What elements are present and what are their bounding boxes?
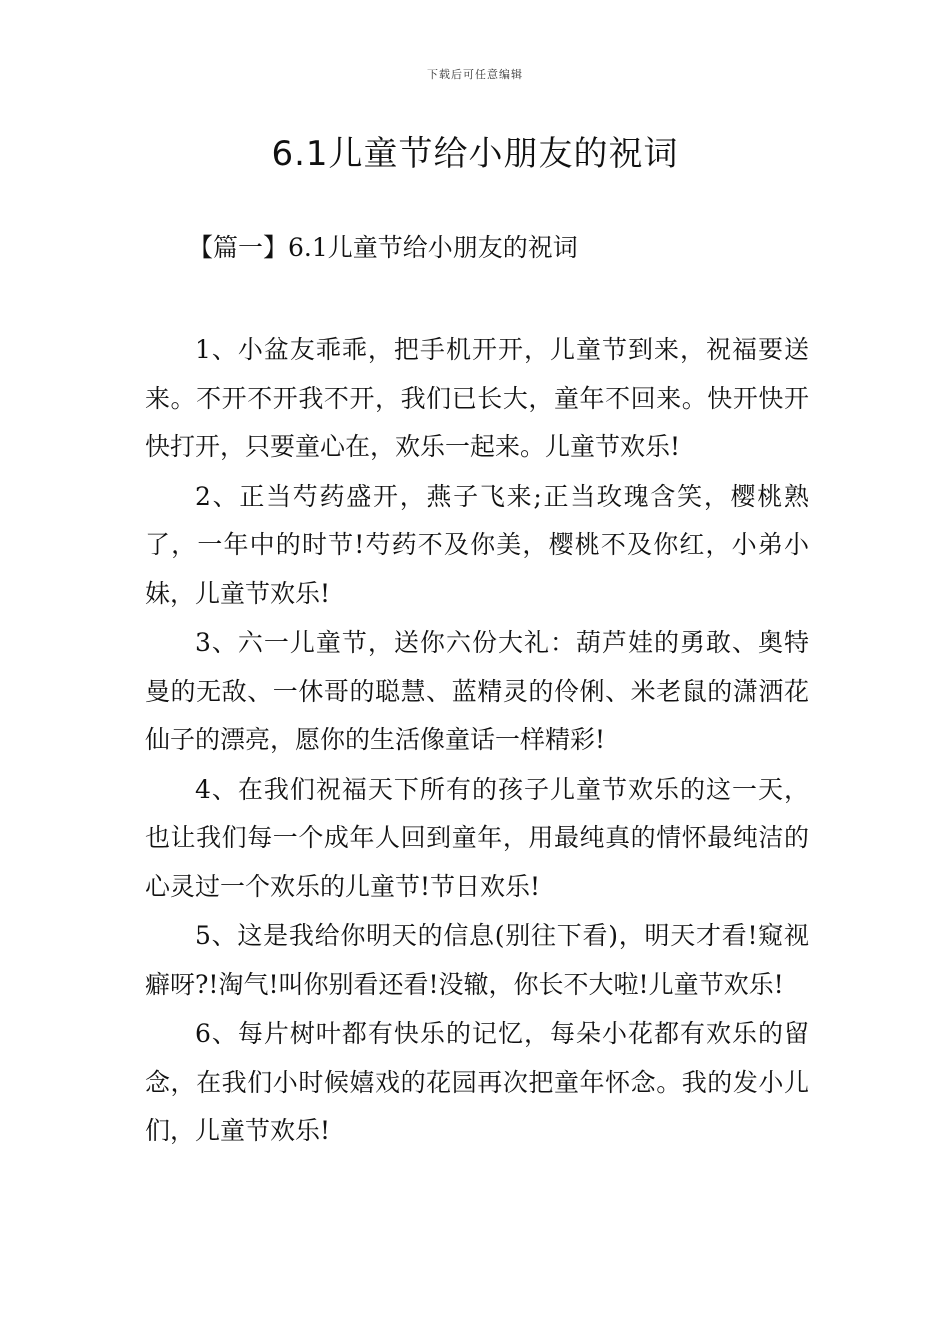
paragraph-1: 1、小盆友乖乖，把手机开开，儿童节到来，祝福要送来。不开不开我不开，我们已长大，童年不回来。快开快开快打开，只要童心在，欢乐一起来。儿童节欢乐!	[145, 335, 809, 461]
document-title: 6.1儿童节给小朋友的祝词	[271, 134, 679, 174]
paragraph-6: 6、每片树叶都有快乐的记忆，每朵小花都有欢乐的留念，在我们小时候嬉戏的花园再次把童年怀念。我的发小儿们，儿童节欢乐!	[145, 1019, 809, 1145]
paragraph-2: 2、正当芍药盛开，燕子飞来;正当玫瑰含笑，樱桃熟了，一年中的时节!芍药不及你美，樱桃不及你红，小弟小妹，儿童节欢乐!	[145, 481, 809, 608]
section-heading: 【篇一】6.1儿童节给小朋友的祝词	[188, 233, 578, 262]
paragraph-4: 4、在我们祝福天下所有的孩子儿童节欢乐的这一天，也让我们每一个成年人回到童年，用最纯真的情怀最纯洁的心灵过一个欢乐的儿童节!节日欢乐!	[145, 774, 809, 901]
paragraph-3: 3、六一儿童节，送你六份大礼：葫芦娃的勇敢、奥特曼的无敌、一休哥的聪慧、蓝精灵的伶俐、米老鼠的潇洒花仙子的漂亮，愿你的生活像童话一样精彩!	[145, 628, 809, 754]
header-note: 下载后可任意编辑	[427, 68, 523, 81]
paragraph-5: 5、这是我给你明天的信息(别往下看)，明天才看!窥视癖呀?!淘气!叫你别看还看!没辙，你长不大啦!儿童节欢乐!	[145, 921, 809, 999]
document-body	[145, 326, 809, 1157]
